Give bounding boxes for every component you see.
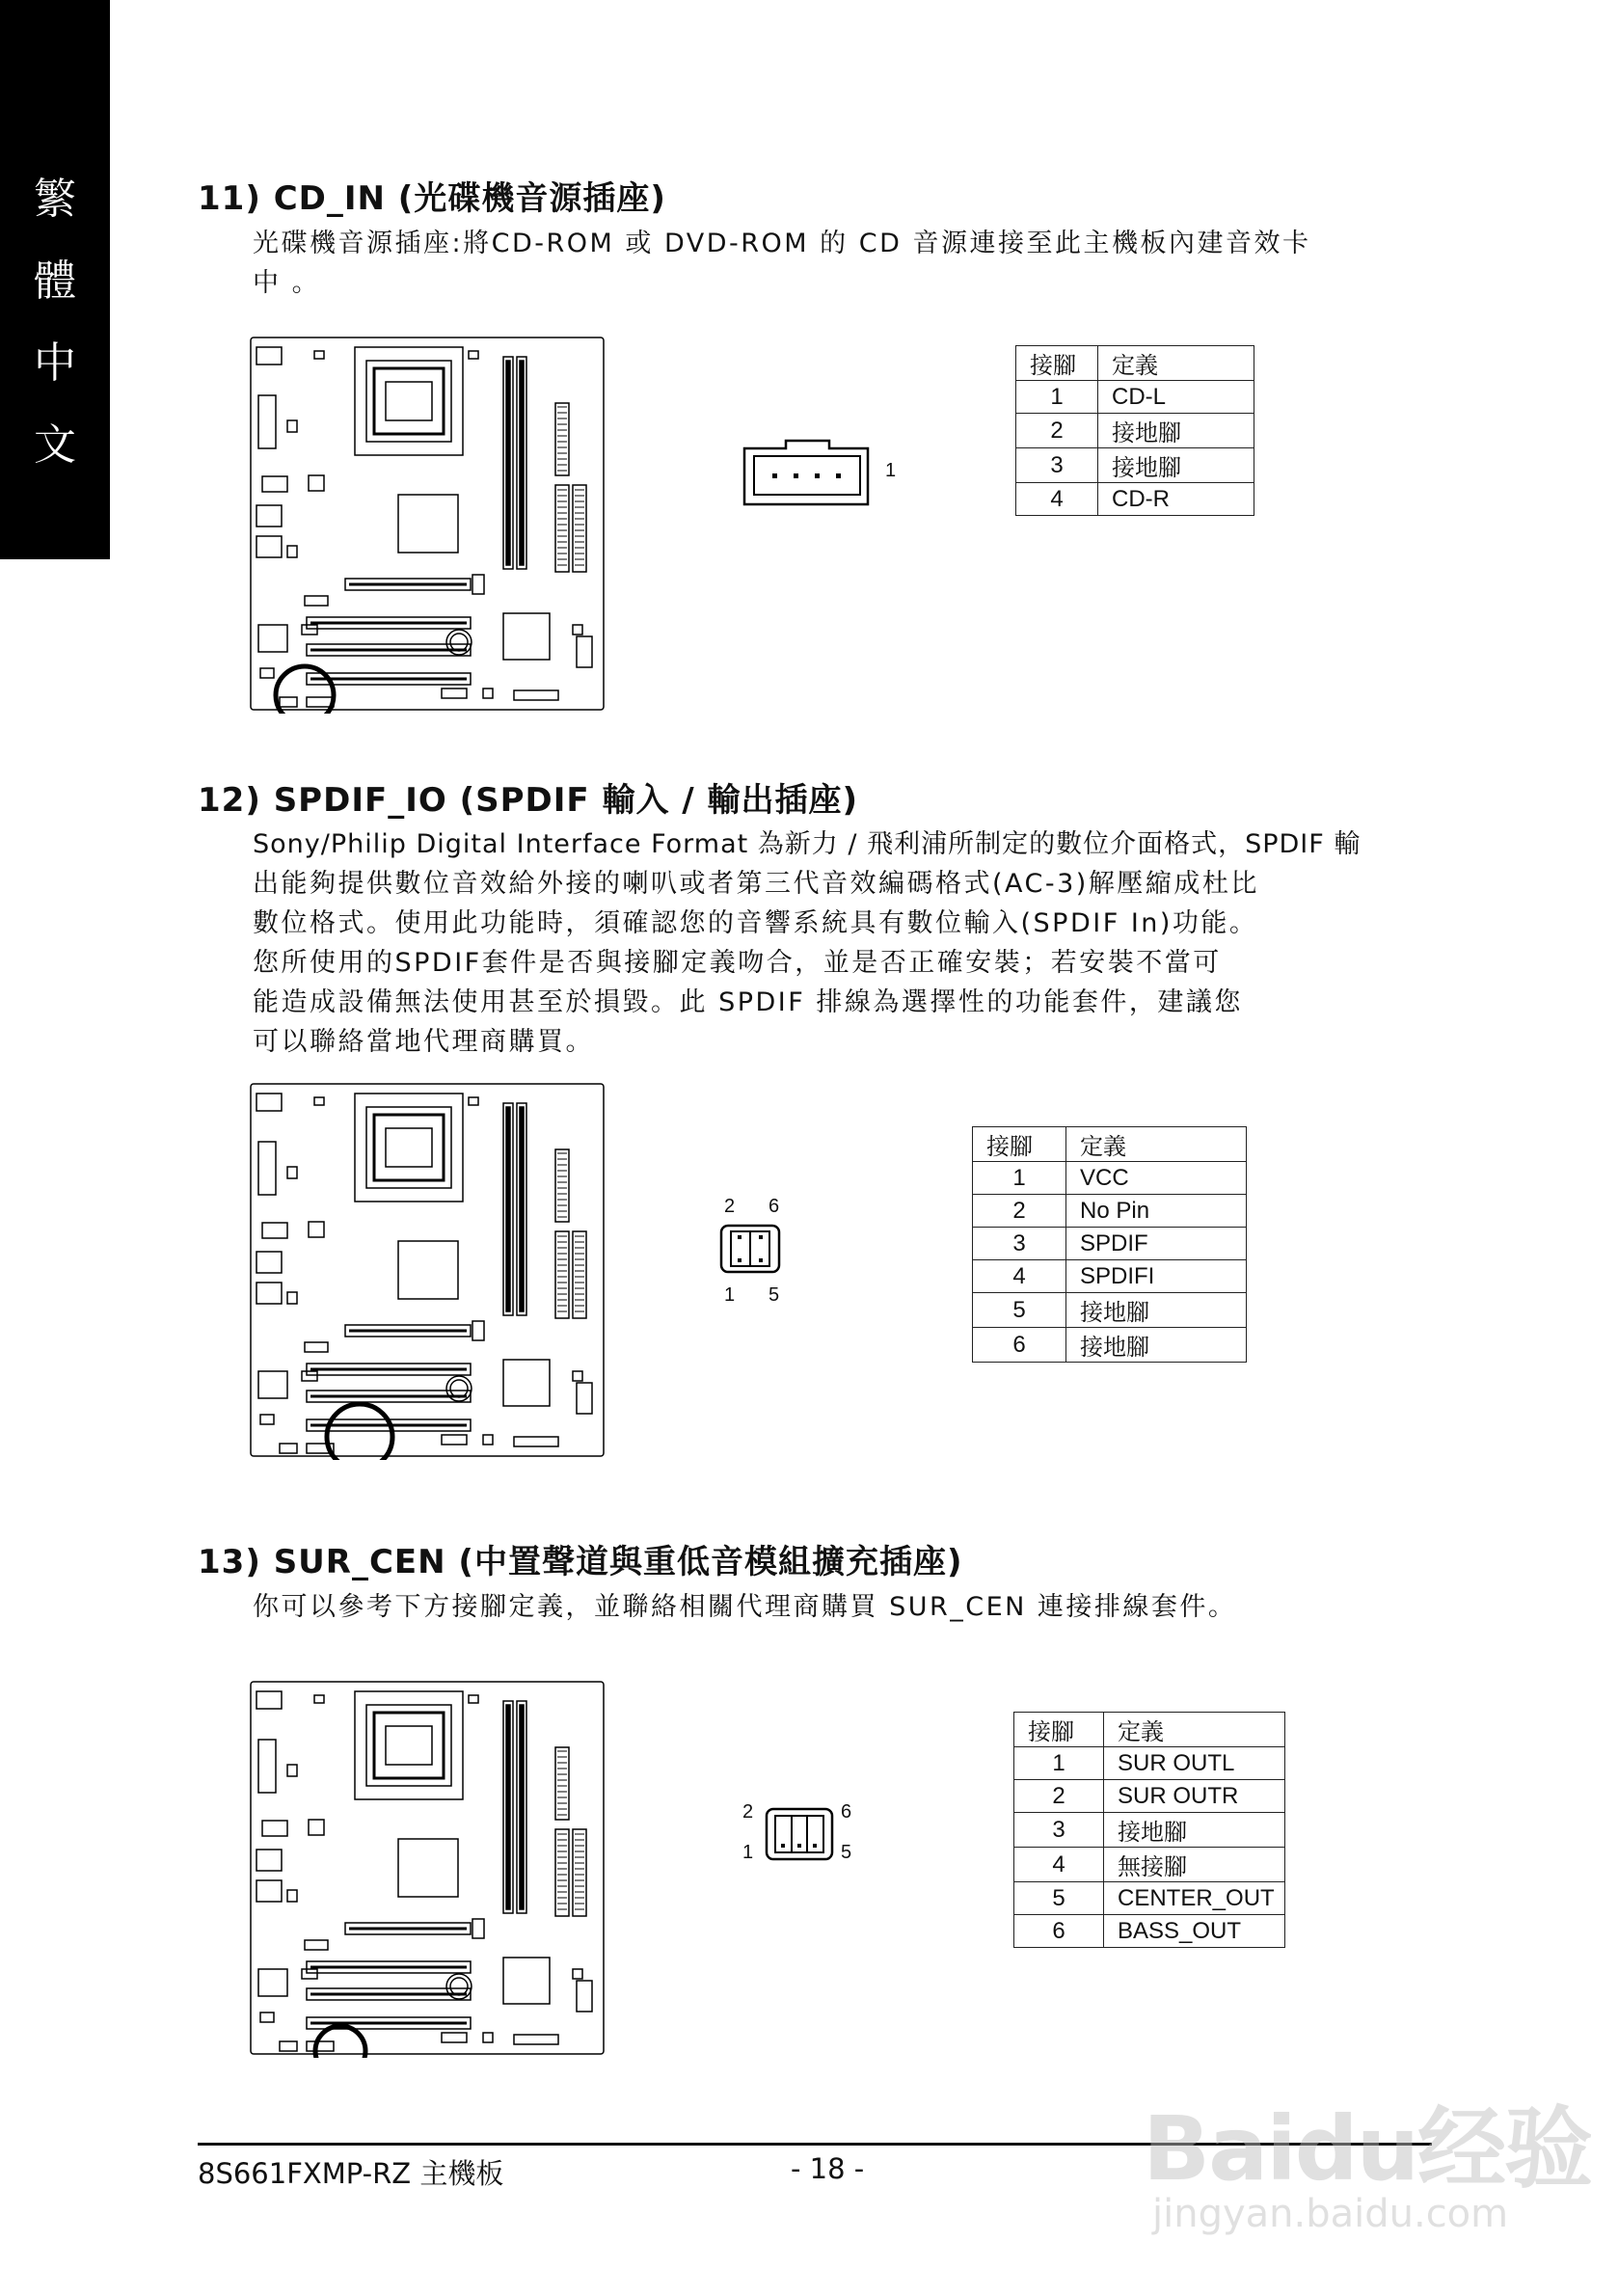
pin-cell: 4 — [1016, 483, 1098, 516]
table-header-row — [973, 1127, 1247, 1162]
paragraph-line: Sony/Philip Digital Interface Format 為新力 / 飛利浦所制定的數位介面格式，SPDIF 輸 — [253, 829, 1362, 859]
table-row — [1016, 448, 1254, 483]
pin-cell: 4 — [973, 1260, 1066, 1293]
pin-cell: 6 — [1014, 1915, 1104, 1948]
pin-number-label: 2 — [742, 1801, 754, 1823]
pin-number-label: 1 — [724, 1284, 736, 1306]
definition-cell: SPDIF — [1066, 1228, 1247, 1260]
section-description-sur-cen — [253, 1587, 1429, 1627]
pin-cell: 4 — [1014, 1848, 1104, 1882]
motherboard-diagram-spdif-io — [249, 1082, 607, 1460]
definition-cell: SPDIFI — [1066, 1260, 1247, 1293]
paragraph-line: 能造成設備無法使用甚至於損毀。此 SPDIF 排線為選擇性的功能套件，建議您 — [253, 987, 1243, 1017]
pin-number-label: 6 — [769, 1196, 780, 1217]
table-row — [1014, 1882, 1285, 1915]
pin-cell: 6 — [973, 1328, 1066, 1363]
table-row — [1014, 1780, 1285, 1813]
motherboard-diagram-sur-cen — [249, 1680, 607, 2058]
paragraph-line: 你可以參考下方接腳定義，並聯絡相關代理商購買 SUR_CEN 連接排線套件。 — [253, 1592, 1237, 1622]
side-tab-char: 文 — [34, 420, 76, 470]
section-title-spdif-io: 12) SPDIF_IO (SPDIF 輸入 / 輸出插座) — [198, 781, 859, 820]
pin-number-label: 5 — [769, 1284, 780, 1306]
watermark-url: jingyan.baidu.com — [1152, 2192, 1509, 2236]
table-row — [973, 1260, 1247, 1293]
table-header-row — [1014, 1713, 1285, 1747]
definition-cell: SUR OUTR — [1104, 1780, 1285, 1813]
pin-cell: 3 — [1014, 1813, 1104, 1848]
table-header-row — [1016, 346, 1254, 381]
table-row — [973, 1162, 1247, 1195]
cd-in-connector-diagram — [742, 439, 897, 510]
table-row — [1014, 1813, 1285, 1848]
definition-cell: 接地腳 — [1098, 414, 1254, 448]
definition-cell: No Pin — [1066, 1195, 1247, 1228]
pin-number-label: 5 — [841, 1842, 852, 1863]
pin-cell: 2 — [973, 1195, 1066, 1228]
highlight-circle — [327, 1404, 392, 1460]
header-definition: 定義 — [1066, 1127, 1247, 1162]
paragraph-line: 您所使用的SPDIF套件是否與接腳定義吻合，並是否正確安裝；若安裝不當可 — [253, 948, 1222, 978]
paragraph-line: 出能夠提供數位音效給外接的喇叭或者第三代音效編碼格式(AC-3)解壓縮成杜比 — [253, 869, 1259, 899]
table-row — [973, 1228, 1247, 1260]
table-row — [1014, 1915, 1285, 1948]
side-tab-char: 中 — [34, 338, 76, 388]
table-row — [1016, 414, 1254, 448]
pin-cell: 1 — [973, 1162, 1066, 1195]
header-pin: 接腳 — [1016, 346, 1098, 381]
pin-number-label: 1 — [742, 1842, 754, 1863]
table-row — [973, 1195, 1247, 1228]
pin-cell: 1 — [1014, 1747, 1104, 1780]
header-definition: 定義 — [1098, 346, 1254, 381]
language-side-tab — [0, 0, 110, 559]
paragraph-line: 光碟機音源插座:將CD-ROM 或 DVD-ROM 的 CD 音源連接至此主機板內建音效卡 — [253, 229, 1311, 258]
pin-cell: 2 — [1014, 1780, 1104, 1813]
paragraph-line: 可以聯絡當地代理商購買。 — [253, 1027, 594, 1057]
definition-cell: CENTER_OUT — [1104, 1882, 1285, 1915]
pin-definition-table-spdif-io — [972, 1126, 1247, 1363]
paragraph-line: 數位格式。使用此功能時，須確認您的音響系統具有數位輸入(SPDIF In)功能。 — [253, 908, 1258, 938]
definition-cell: 接地腳 — [1104, 1813, 1285, 1848]
motherboard-diagram-cd-in — [249, 336, 607, 714]
pin-cell: 5 — [973, 1293, 1066, 1328]
table-row — [1016, 483, 1254, 516]
table-row — [1016, 381, 1254, 414]
table-row — [973, 1293, 1247, 1328]
definition-cell: 接地腳 — [1066, 1293, 1247, 1328]
header-pin: 接腳 — [1014, 1713, 1104, 1747]
watermark-logo-text: Baidu经验 — [1143, 2097, 1592, 2201]
pin-cell: 3 — [973, 1228, 1066, 1260]
highlight-circle — [315, 2026, 365, 2058]
section-title-cd-in: 11) CD_IN (光碟機音源插座) — [198, 179, 666, 218]
pin-definition-table-sur-cen — [1013, 1712, 1285, 1948]
pin-cell: 5 — [1014, 1882, 1104, 1915]
header-pin: 接腳 — [973, 1127, 1066, 1162]
header-definition: 定義 — [1104, 1713, 1285, 1747]
section-title-sur-cen: 13) SUR_CEN (中置聲道與重低音模組擴充插座) — [198, 1543, 963, 1581]
definition-cell: CD-R — [1098, 483, 1254, 516]
definition-cell: 無接腳 — [1104, 1848, 1285, 1882]
definition-cell: BASS_OUT — [1104, 1915, 1285, 1948]
pin-definition-table-cd-in — [1015, 345, 1254, 516]
pin-cell: 2 — [1016, 414, 1098, 448]
baidu-watermark — [1143, 2078, 1592, 2261]
section-description-cd-in — [253, 224, 1429, 303]
definition-cell: 接地腳 — [1098, 448, 1254, 483]
table-row — [1014, 1848, 1285, 1882]
page-number: - 18 - — [791, 2152, 865, 2185]
definition-cell: SUR OUTL — [1104, 1747, 1285, 1780]
table-row — [1014, 1747, 1285, 1780]
table-row — [973, 1328, 1247, 1363]
section-description-spdif-io — [253, 824, 1429, 1062]
highlight-circle — [276, 666, 334, 714]
pin-number-label: 2 — [724, 1196, 736, 1217]
pin-cell: 1 — [1016, 381, 1098, 414]
definition-cell: VCC — [1066, 1162, 1247, 1195]
pin-cell: 3 — [1016, 448, 1098, 483]
pin-number-label: 6 — [841, 1801, 852, 1823]
side-tab-char: 體 — [34, 257, 76, 306]
side-tab-char: 繁 — [34, 175, 76, 224]
footer-model-name: 8S661FXMP-RZ 主機板 — [198, 2157, 504, 2190]
paragraph-line: 中 。 — [253, 268, 321, 298]
definition-cell: CD-L — [1098, 381, 1254, 414]
definition-cell: 接地腳 — [1066, 1328, 1247, 1363]
pin-number-label: 1 — [885, 460, 897, 481]
